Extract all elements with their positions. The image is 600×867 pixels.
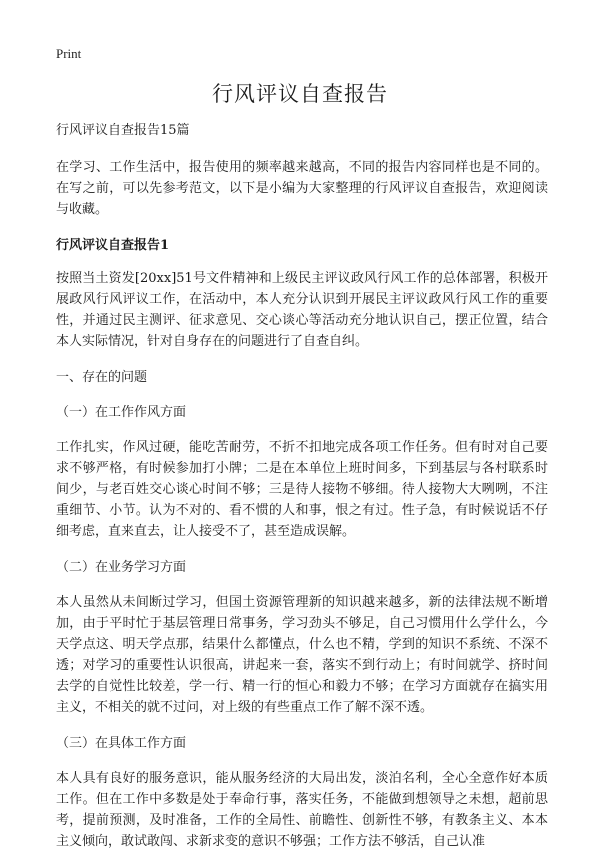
- intro-paragraph: 在学习、工作生活中，报告使用的频率越来越高，不同的报告内容同样也是不同的。在写之前，可以先参考范文，以下是小编为大家整理的行风评议自查报告，欢迎阅读与收藏。: [56, 160, 548, 217]
- subsection-heading-study: （二）在业务学习方面: [56, 560, 187, 575]
- section-heading: 行风评议自查报告1: [56, 238, 170, 253]
- page-title: 行风评议自查报告: [212, 82, 388, 106]
- section-paragraph: 按照当土资发[20xx]51号文件精神和上级民主评议政风行风工作的总体部署，积极开展政风行风评议工作，在活动中，本人充分认识到开展民主评议政风行风工作的重要性，并通过民主测评、征求意见、交心谈心等活动充分地认识自己，摆正位置，结合本人实际情况，针对自身存在的问题进行了自查自纠。: [56, 271, 548, 349]
- document-subtitle: 行风评议自查报告15篇: [56, 123, 190, 138]
- work-paragraph: 本人具有良好的服务意识，能从服务经济的大局出发，淡泊名利，全心全意作好本质工作。但在工作中多数是处于奉命行事，落实任务，不能做到想领导之未想，超前思考，提前预测，及时准备，工作的全局性、前瞻性、创新性不够，有教条主义、本本主义倾向，敢试敢闯、求新求变的意识不够强；工作方法不够活，自己认准: [56, 771, 548, 849]
- document-body: [56, 120, 548, 867]
- subsection-heading-work: （三）在具体工作方面: [56, 736, 187, 751]
- print-link[interactable]: Print: [56, 46, 82, 61]
- problems-heading: 一、存在的问题: [56, 370, 148, 385]
- work-style-paragraph: 工作扎实，作风过硬，能吃苦耐劳，不折不扣地完成各项工作任务。但有时对自己要求不够严格，有时候参加打小牌；二是在本单位上班时间多，下到基层与各村联系时间少，与老百姓交心谈心时间不够；三是待人接物不够细。待人接物大大咧咧，不注重细节、小节。认为不对的、看不惯的人和事，恨之有过。性子急，有时候说话不仔细考虑，直来直去，让人接受不了，甚至造成误解。: [56, 440, 548, 539]
- subsection-heading-work-style: （一）在工作作风方面: [56, 405, 187, 420]
- study-paragraph: 本人虽然从未间断过学习，但国土资源管理新的知识越来越多，新的法律法规不断增加，由于平时忙于基层管理日常事务，学习劲头不够足，自己习惯用什么学什么，今天学点这、明天学点那，结果什么都懂点，什么也不精，学到的知识不系统、不深不透；对学习的重要性认识很高，讲起来一套，落实不到行动上；有时间就学、挤时间去学的自觉性比较差，学一行、精一行的恒心和毅力不够；在学习方面就存在搞实用主义，不相关的就不过问，对上级的有些重点工作了解不深不透。: [56, 595, 548, 715]
